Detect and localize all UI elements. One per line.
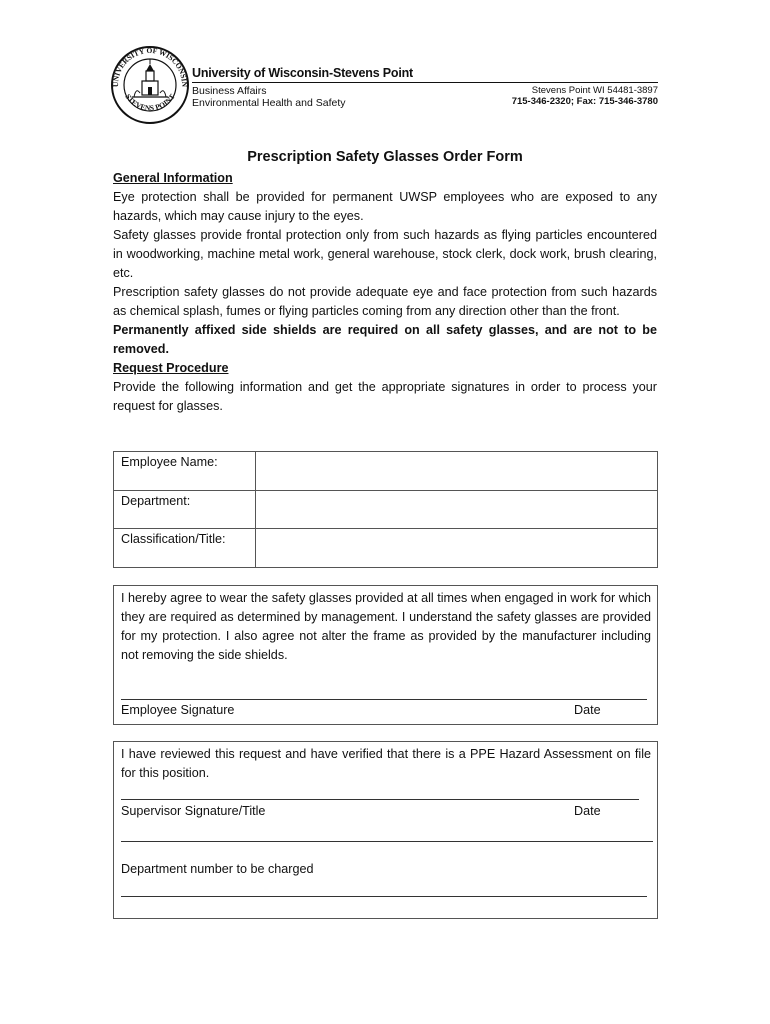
employee-signature-label: Employee Signature xyxy=(121,703,235,717)
paragraph-request: Provide the following information and get the appropriate signatures in order to process your request for glasses. xyxy=(113,380,657,413)
employee-name-label: Employee Name: xyxy=(121,455,218,469)
header-rule xyxy=(192,82,658,83)
seal-text-top: UNIVERSITY OF WISCONSIN xyxy=(110,45,190,88)
paragraph-eye-protection: Eye protection shall be provided for permanent UWSP employees who are exposed to any hazards, which may cause injury to the eyes. xyxy=(113,190,657,223)
university-seal-logo xyxy=(110,45,190,125)
department-line-2: Environmental Health and Safety xyxy=(192,97,346,109)
review-text: I have reviewed this request and have verified that there is a PPE Hazard Assessment on file for this position. xyxy=(121,747,651,780)
agreement-box xyxy=(113,585,658,725)
phone-fax: 715-346-2320; Fax: 715-346-3780 xyxy=(511,96,658,107)
address: Stevens Point WI 54481-3897 xyxy=(531,85,658,96)
section-divider-line xyxy=(121,841,653,842)
department-label: Department: xyxy=(121,494,191,508)
request-procedure-heading: Request Procedure xyxy=(113,361,229,375)
employee-info-table xyxy=(113,451,658,568)
paragraph-prescription: Prescription safety glasses do not provide adequate eye and face protection from such hazards as chemical splash, fumes or flying particles coming from any direction other than the front. xyxy=(113,285,657,318)
supervisor-review-box xyxy=(113,741,658,919)
department-line-1: Business Affairs xyxy=(192,85,267,97)
paragraph-safety-glasses: Safety glasses provide frontal protection only from such hazards as flying particles encountered in woodworking, machine metal work, general warehouse, stock clerk, dock work, brush clearing, etc. xyxy=(113,228,657,280)
table-row-employee-name xyxy=(114,452,657,490)
employee-signature-line[interactable] xyxy=(121,699,647,700)
classification-label: Classification/Title: xyxy=(121,532,226,546)
supervisor-signature-label: Supervisor Signature/Title xyxy=(121,804,266,818)
university-name: University of Wisconsin-Stevens Point xyxy=(192,66,414,80)
agreement-text: I hereby agree to wear the safety glasses provided at all times when engaged in work for which they are required as determined by management. I understand the safety glasses are provided for my protection. I also agree not alter the frame as provided by the manufacturer including not removing the side shields. xyxy=(121,591,651,662)
table-row-classification xyxy=(114,528,657,568)
form-body xyxy=(113,169,657,416)
paragraph-side-shields: Permanently affixed side shields are required on all safety glasses, and are not to be removed. xyxy=(113,323,657,356)
supervisor-signature-line[interactable] xyxy=(121,799,639,800)
general-information-heading: General Information xyxy=(113,171,233,185)
table-row-department xyxy=(114,490,657,529)
supervisor-date-label: Date xyxy=(574,804,601,818)
form-title: Prescription Safety Glasses Order Form xyxy=(247,149,523,165)
department-number-label: Department number to be charged xyxy=(121,862,314,876)
seal-text-bottom: STEVENS POINT xyxy=(123,92,177,113)
department-number-line[interactable] xyxy=(121,896,647,897)
employee-date-label: Date xyxy=(574,703,601,717)
